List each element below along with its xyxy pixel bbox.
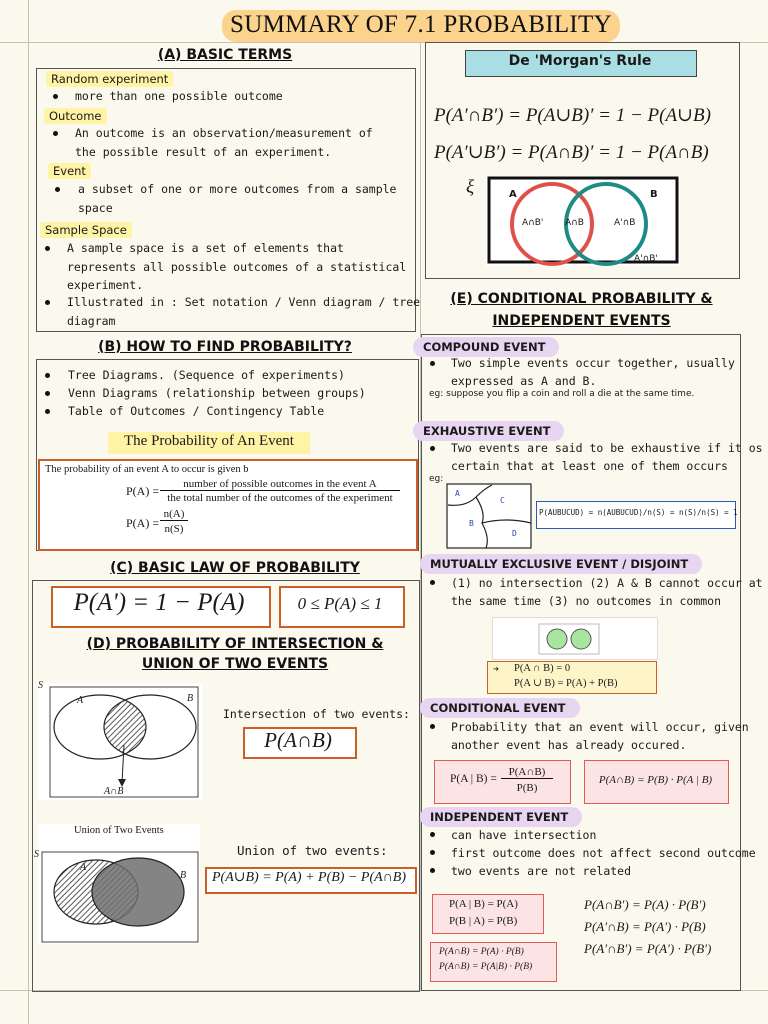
- xi-label: ξ: [466, 177, 475, 198]
- independent-text: two events are not related: [451, 864, 632, 878]
- dm-a-label: A: [509, 189, 517, 200]
- dm-anbp-label: A∩B': [522, 218, 544, 228]
- compound-text: Two simple events occur together, usually: [451, 356, 735, 370]
- bullet: [53, 131, 58, 136]
- intersection-venn-diagram: [38, 683, 202, 800]
- term-text: A sample space is a set of elements that: [67, 241, 344, 255]
- bullet: [430, 446, 435, 451]
- venn-a-label: A: [77, 695, 84, 706]
- method-item: Table of Outcomes / Contingency Table: [68, 404, 325, 418]
- prob-numerator: number of possible outcomes in the event A: [160, 478, 400, 491]
- method-item: Tree Diagrams. (Sequence of experiments): [68, 368, 345, 382]
- independent-r1: P(A∩B′) = P(A) · P(B′): [584, 897, 706, 912]
- conditional-num: P(A∩B): [501, 766, 553, 779]
- demorgan-rule-1: P(A′∩B′) = P(A∪B)′ = 1 − P(A∪B): [434, 105, 711, 126]
- independent-c2: P(A∩B) = P(A|B) · P(B): [439, 962, 533, 972]
- term-text: experiment.: [67, 278, 144, 292]
- independent-r3: P(A′∩B′) = P(A′) · P(B′): [584, 941, 712, 956]
- term-text: a subset of one or more outcomes from a sample: [78, 182, 397, 196]
- conditional-text: another event has already occured.: [451, 738, 687, 752]
- union-b-label: B: [180, 870, 187, 881]
- term-text: space: [78, 201, 113, 215]
- independent-c1: P(A∩B) = P(A) · P(B): [439, 947, 524, 957]
- union-formula: P(A∪B) = P(A) + P(B) − P(A∩B): [212, 870, 406, 885]
- venn-s-label: S: [38, 680, 43, 691]
- range-law: 0 ≤ P(A) ≤ 1: [297, 594, 383, 613]
- dm-apnb-label: A'∩B: [614, 218, 636, 228]
- exhaustive-example: eg:: [429, 474, 444, 484]
- pa-label-1: P(A) =: [126, 484, 160, 498]
- arrow-icon: ➔: [493, 664, 500, 675]
- pa-label-2: P(A) =: [126, 516, 160, 530]
- compound-example: eg: suppose you flip a coin and roll a die at the same time.: [429, 389, 695, 399]
- bullet: [430, 580, 435, 585]
- compound-event-heading: COMPOUND EVENT: [413, 337, 559, 357]
- frac-num: n(A): [160, 508, 188, 521]
- dm-apnbp-label: A'∩B': [634, 254, 658, 264]
- bullet: [430, 868, 435, 873]
- term-text: more than one possible outcome: [75, 89, 283, 103]
- prob-denominator: the total number of the outcomes of the experiment: [167, 492, 393, 504]
- independent-text: can have intersection: [451, 828, 597, 842]
- term-text: diagram: [67, 314, 116, 328]
- exhaustive-text: certain that at least one of them occurs: [451, 459, 728, 473]
- term-text: An outcome is an observation/measurement of: [75, 126, 373, 140]
- term-text: Illustrated in : Set notation / Venn diagram / tree: [67, 295, 421, 309]
- conditional-formula-2: P(A∩B) = P(B) · P(A | B): [598, 774, 713, 786]
- section-c-heading: (C) BASIC LAW OF PROBABILITY: [110, 560, 360, 576]
- conditional-text: Probability that an event will occur, given: [451, 720, 749, 734]
- intersection-venn-figure: [38, 683, 202, 800]
- union-venn-figure: [38, 824, 200, 944]
- disjoint-diagram: [492, 617, 658, 660]
- term-random-experiment: Random experiment: [46, 71, 173, 87]
- term-outcome: Outcome: [44, 108, 107, 124]
- bullet: [55, 187, 60, 192]
- independent-b2: P(B | A) = P(B): [449, 915, 518, 927]
- compound-text: expressed as A and B.: [451, 374, 597, 388]
- conditional-lhs: P(A | B) =: [450, 773, 497, 785]
- dm-anb-label: A∩B: [565, 218, 584, 228]
- union-venn-diagram: [38, 824, 200, 944]
- term-text: the possible result of an experiment.: [75, 145, 332, 159]
- demorgan-title: De 'Morgan's Rule: [508, 53, 652, 69]
- complement-law: P(A') = 1 − P(A): [73, 589, 245, 616]
- mutual-exclusive-heading: MUTUALLY EXCLUSIVE EVENT / DISJOINT: [420, 554, 702, 574]
- mutual-text: the same time (3) no outcomes in common: [451, 594, 722, 608]
- bullet: [45, 373, 50, 378]
- independent-b1: P(A | B) = P(A): [449, 898, 518, 910]
- venn-b-label: B: [187, 693, 194, 704]
- section-d-heading-2: UNION OF TWO EVENTS: [141, 656, 329, 672]
- venn-anb-label: A∩B: [104, 786, 124, 797]
- demorgan-rule-2: P(A′∪B′) = P(A∩B)′ = 1 − P(A∩B): [434, 142, 709, 163]
- section-b-heading: (B) HOW TO FIND PROBABILITY?: [98, 339, 352, 355]
- exhaustive-text: Two events are said to be exhaustive if it os: [451, 441, 763, 455]
- independent-text: first outcome does not affect second outcome: [451, 846, 756, 860]
- independent-r2: P(A′∩B) = P(A′) · P(B): [584, 919, 706, 934]
- region-b: B: [469, 519, 474, 528]
- conditional-den: P(B): [516, 782, 538, 794]
- disjoint-circles: [493, 618, 657, 659]
- conditional-event-heading: CONDITIONAL EVENT: [420, 698, 580, 718]
- prob-title: The Probability of An Event: [124, 433, 294, 449]
- section-e-heading-2: INDEPENDENT EVENTS: [492, 313, 671, 329]
- exhaustive-formula: P(AUBUCUD) = n(AUBUCUD)/n(S) = n(S)/n(S) = 1: [539, 508, 738, 517]
- bullet: [45, 246, 50, 251]
- disjoint-formula-1: P(A ∩ B) = 0: [514, 663, 571, 674]
- union-s-label: S: [34, 849, 39, 860]
- union-caption: Union of Two Events: [74, 825, 164, 836]
- frac-den: n(S): [164, 523, 184, 535]
- page-title: SUMMARY OF 7.1 PROBABILITY: [230, 11, 612, 38]
- term-sample-space: Sample Space: [40, 222, 132, 238]
- region-a: A: [455, 489, 460, 498]
- term-text: represents all possible outcomes of a statistical: [67, 260, 407, 274]
- method-item: Venn Diagrams (relationship between groups): [68, 386, 366, 400]
- prob-intro: The probability of an event A to occur is given b: [45, 464, 249, 475]
- bullet: [430, 832, 435, 837]
- section-e-heading-1: (E) CONDITIONAL PROBABILITY &: [450, 291, 713, 307]
- dm-b-label: B: [650, 189, 658, 200]
- bullet: [45, 409, 50, 414]
- exhaustive-event-heading: EXHAUSTIVE EVENT: [413, 421, 564, 441]
- intersection-label: Intersection of two events:: [223, 707, 410, 721]
- region-d: D: [512, 529, 517, 538]
- bullet: [45, 300, 50, 305]
- independent-event-heading: INDEPENDENT EVENT: [420, 807, 582, 827]
- term-event: Event: [48, 163, 91, 179]
- bullet: [430, 361, 435, 366]
- union-label: Union of two events:: [237, 843, 388, 858]
- union-a-label: A: [80, 862, 87, 873]
- disjoint-formula-2: P(A ∪ B) = P(A) + P(B): [514, 678, 618, 689]
- section-d-heading-1: (D) PROBABILITY OF INTERSECTION &: [86, 636, 384, 652]
- section-a-heading: (A) BASIC TERMS: [157, 47, 293, 63]
- bullet: [430, 724, 435, 729]
- region-c: C: [500, 496, 505, 505]
- bullet: [45, 391, 50, 396]
- bullet: [430, 850, 435, 855]
- grid-rule: [28, 0, 29, 1024]
- intersection-formula: P(A∩B): [264, 728, 332, 752]
- mutual-text: (1) no intersection (2) A & B cannot occur at: [451, 576, 763, 590]
- bullet: [53, 94, 58, 99]
